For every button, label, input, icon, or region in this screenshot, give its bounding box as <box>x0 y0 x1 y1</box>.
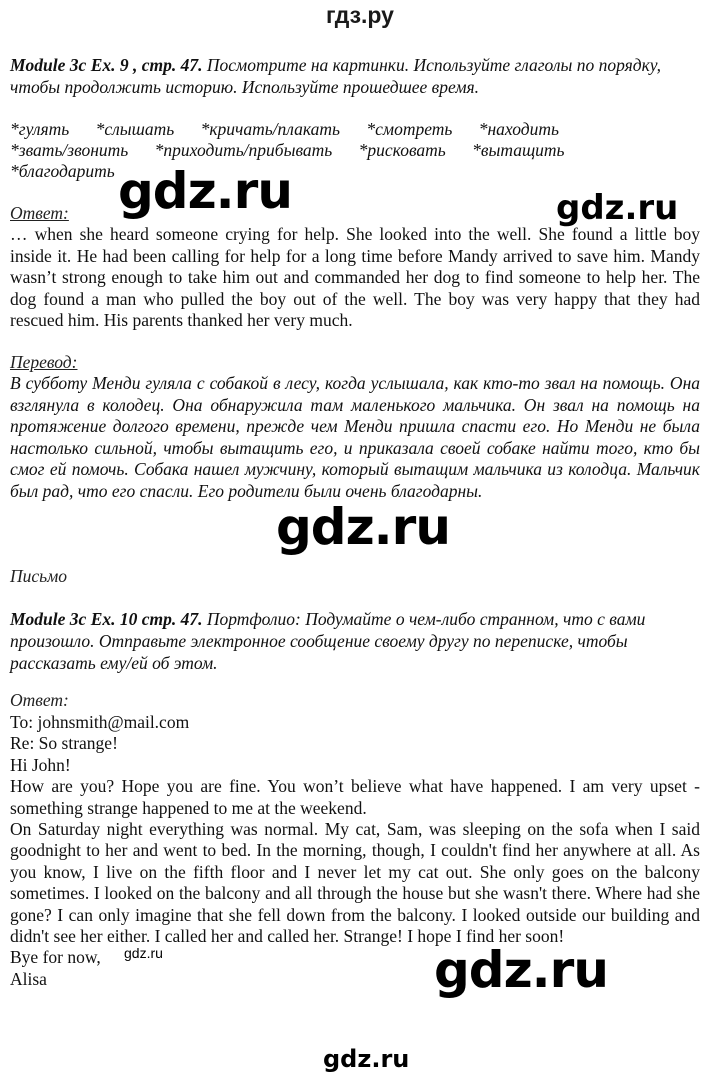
verb-item: *благодарить <box>10 161 115 181</box>
verb-item: *приходить/прибывать <box>154 140 333 160</box>
watermark: gdz.ru <box>323 1045 410 1073</box>
email-subject: Re: So strange! <box>10 733 118 754</box>
watermark: gdz.ru <box>276 498 450 556</box>
email-signature: Alisa <box>10 968 47 989</box>
site-title: гдз.ру <box>326 2 394 28</box>
email-greeting: Hi John! <box>10 754 71 775</box>
watermark: gdz.ru <box>434 941 608 999</box>
verb-item: *слышать <box>95 119 175 139</box>
ex9-title: Module 3c Ex. 9 , стр. 47. <box>10 55 203 75</box>
ex10-task <box>10 608 710 674</box>
email-paragraph-1: How are you? Hope you are fine. You won’t believe what have happened. I am very upset - something strange happened to me at the weekend. <box>10 776 700 818</box>
verb-row-3 <box>10 161 710 182</box>
verb-row-1 <box>10 119 710 140</box>
ex10-answer-label: Ответ: <box>10 690 69 710</box>
ex10-title: Module 3c Ex. 10 стр. 47. <box>10 609 203 629</box>
ex9-translation-label: Перевод: <box>10 352 78 372</box>
verb-item: *гулять <box>10 119 70 139</box>
ex9-answer-text: … when she heard someone crying for help. She looked into the well. She found a little boy inside it. He had been calling for help for a long time before Mandy arrived to save him. Mandy wasn’t strong enough to take him out and commanded her dog to find someone to help her. The dog found a man who pulled the boy out of the well. The boy was very happy that they had rescued him. His parents thanked her very much. <box>10 224 700 331</box>
verb-item: *находить <box>478 119 559 139</box>
watermark: gdz.ru <box>124 945 163 961</box>
ex9-verb-list <box>10 119 710 182</box>
verb-item: *смотреть <box>366 119 453 139</box>
email-signoff: Bye for now, <box>10 947 101 968</box>
verb-row-2 <box>10 140 710 161</box>
email-to: To: johnsmith@mail.com <box>10 712 190 732</box>
watermark: gdz.ru <box>556 188 679 228</box>
verb-item: *кричать/плакать <box>200 119 341 139</box>
watermark: gdz.ru <box>118 162 292 220</box>
verb-item: *звать/звонить <box>10 140 129 160</box>
verb-item: *вытащить <box>472 140 565 160</box>
ex9-answer-label: Ответ: <box>10 203 69 223</box>
ex9-instruction: Посмотрите на картинки. Используйте глаголы по порядку, чтобы продолжить историю. Используйте прошедшее время. <box>10 55 662 97</box>
ex9-translation-text: В субботу Менди гуляла с собакой в лесу, когда услышала, как кто-то звал на помощь. Она взглянула в колодец. Она обнаружила там маленького мальчика. Он звал на помощь на протяжение долгого времени, прежде чем Менди пришла спасти его. Но Менди не была настолько сильной, чтобы вытащить его, и приказала своей собаке найти того, кто бы смог ей помочь. Собака нашел мужчину, который вытащим мальчика из колодца. Мальчик был рад, что его спасли. Его родители были очень благодарны. <box>10 373 700 501</box>
email-paragraph-2: On Saturday night everything was normal. My cat, Sam, was sleeping on the sofa when I said goodnight to her and went to bed. In the morning, though, I couldn't find her anywhere at all. As you know, I live on the fifth floor and I never let my cat out. She only goes on the balcony sometimes. I looked on the balcony and all through the house but she wasn't there. Where had she gone? I can only imagine that she fell down from the balcony. I looked outside our building and didn't see her either. I called her and called her. Strange! I hope I find her soon! <box>10 819 700 947</box>
verb-item: *рисковать <box>358 140 446 160</box>
ex10-instruction: Портфолио: Подумайте о чем-либо странном, что с вами произошло. Отправьте электронное сообщение своему другу по переписке, чтобы рассказать ему/ей об этом. <box>10 609 646 673</box>
section-label: Письмо <box>10 566 68 586</box>
ex9-task <box>10 54 710 98</box>
